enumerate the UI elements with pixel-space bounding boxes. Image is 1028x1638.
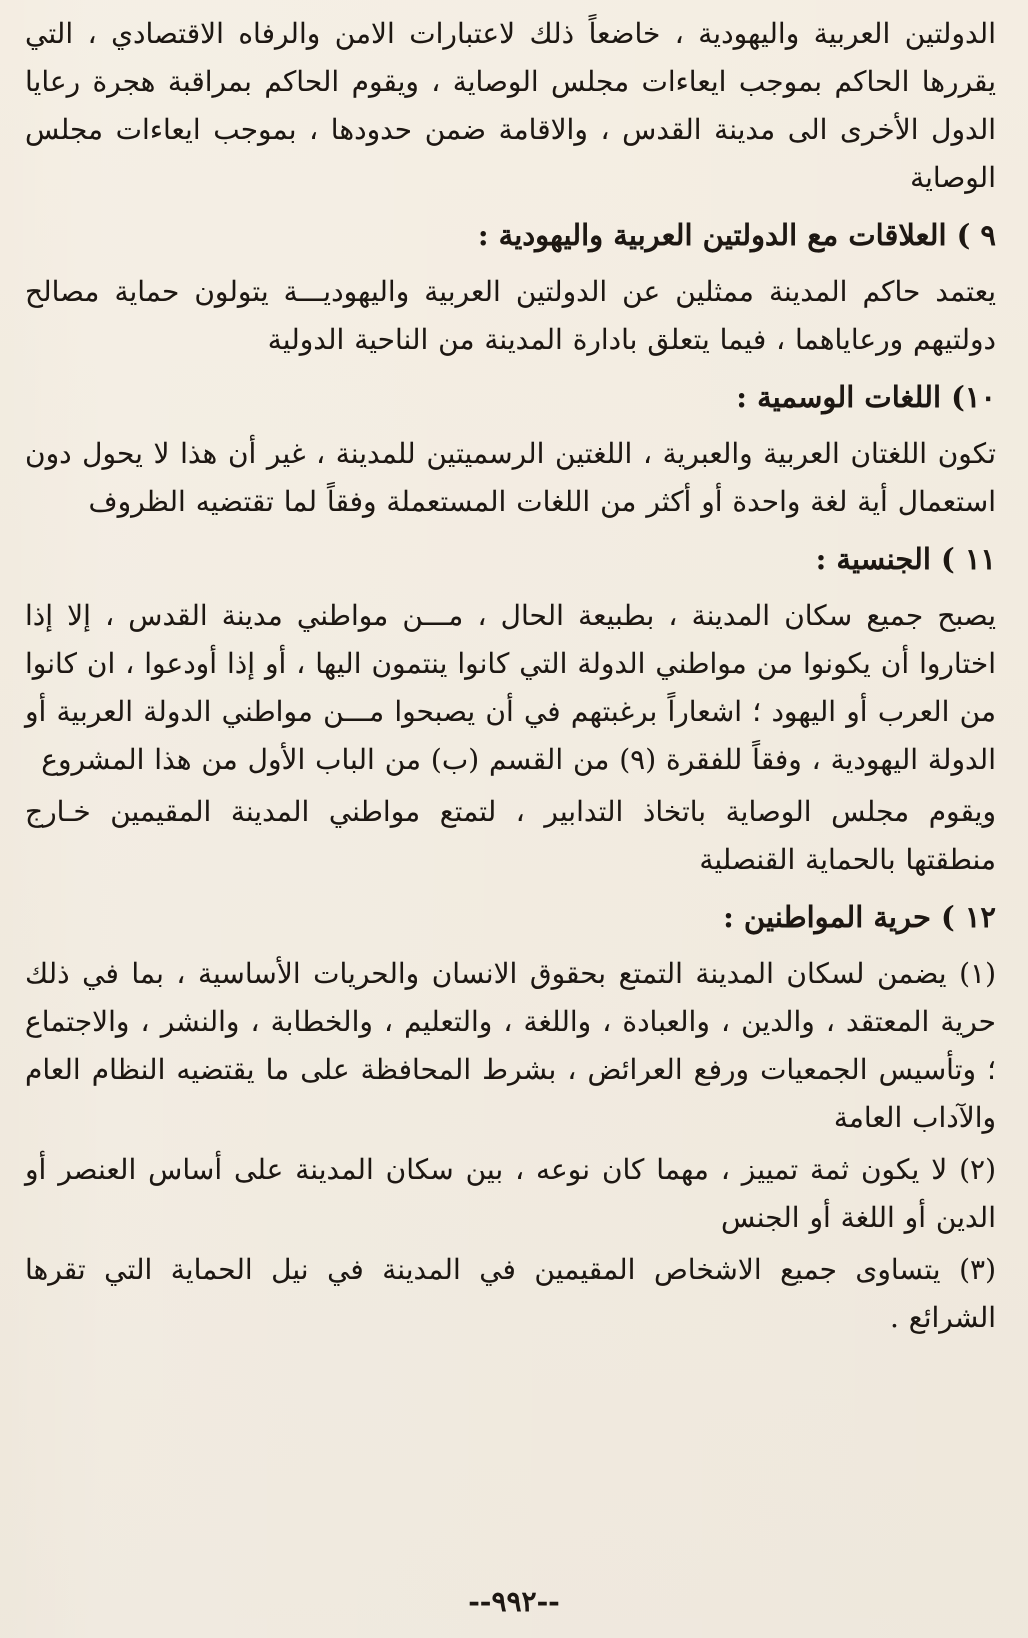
section-11-text-2: ويقوم مجلس الوصاية باتخاذ التدابير ، لتمتع مواطني المدينة المقيمين خـارج منطقتها بالحماية القنصلية — [25, 795, 996, 876]
page-number: --٩٩٢-- — [468, 1585, 560, 1618]
section-9-heading: ٩ ) العلاقات مع الدولتين العربية واليهودية : — [477, 218, 996, 252]
section-10-heading: ١٠) اللغات الوسمية : — [736, 380, 996, 414]
section-12-item-3: (٣) يتساوى جميع الاشخاص المقيمين في المدينة في نيل الحماية التي تقرها الشرائع . — [25, 1253, 996, 1334]
section-9-text: يعتمد حاكم المدينة ممثلين عن الدولتين العربية واليهوديـــة يتولون حماية مصالح دولتيهم ورعاياهما ، فيما يتعلق بادارة المدينة من الناحية الدولية — [25, 275, 996, 356]
section-11-heading: ١١ ) الجنسية : — [815, 542, 996, 576]
paragraph-1: الدولتين العربية واليهودية ، خاضعاً ذلك لاعتبارات الامن والرفاه الاقتصادي ، التي يقررها الحاكم بموجب ايعاءات مجلس الوصاية ، ويقوم الحاكم بمراقبة هجرة رعايا الدول الأخرى الى مدينة القدس ، والاقامة ضمن حدودها ، بموجب ايعاءات مجلس الوصاية — [25, 17, 996, 194]
section-12-item-1: (١) يضمن لسكان المدينة التمتع بحقوق الانسان والحريات الأساسية ، بما في ذلك حرية المعتقد ، والدين ، والعبادة ، واللغة ، والتعليم ، والخطابة ، والنشر ، والاجتماع ؛ وتأسيس الجمعيات ورفع العرائض ، بشرط المحافظة على ما يقتضيه النظام العام والآداب العامة — [25, 957, 996, 1134]
section-12-item-2: (٢) لا يكون ثمة تمييز ، مهما كان نوعه ، بين سكان المدينة على أساس العنصر أو الدين أو اللغة أو الجنس — [25, 1153, 996, 1234]
section-10-text: تكون اللغتان العربية والعبرية ، اللغتين الرسميتين للمدينة ، غير أن هذا لا يحول دون استعمال أية لغة واحدة أو أكثر من اللغات المستعملة وفقاً لما تقتضيه الظروف — [25, 437, 996, 518]
section-11-text-1: يصبح جميع سكان المدينة ، بطبيعة الحال ، مـــن مواطني مدينة القدس ، إلا إذا اختاروا أن يكونوا من مواطني الدولة التي كانوا ينتمون اليها ، أو إذا أودعوا ، ان كانوا من العرب أو اليهود ؛ اشعاراً برغبتهم في أن يصبحوا مـــن مواطني الدولة العربية أو الدولة اليهودية ، وفقاً للفقرة (٩) من القسم (ب) من الباب الأول من هذا المشروع — [25, 599, 996, 776]
document-content — [25, 10, 996, 1584]
section-12-heading: ١٢ ) حرية المواطنين : — [723, 900, 996, 934]
